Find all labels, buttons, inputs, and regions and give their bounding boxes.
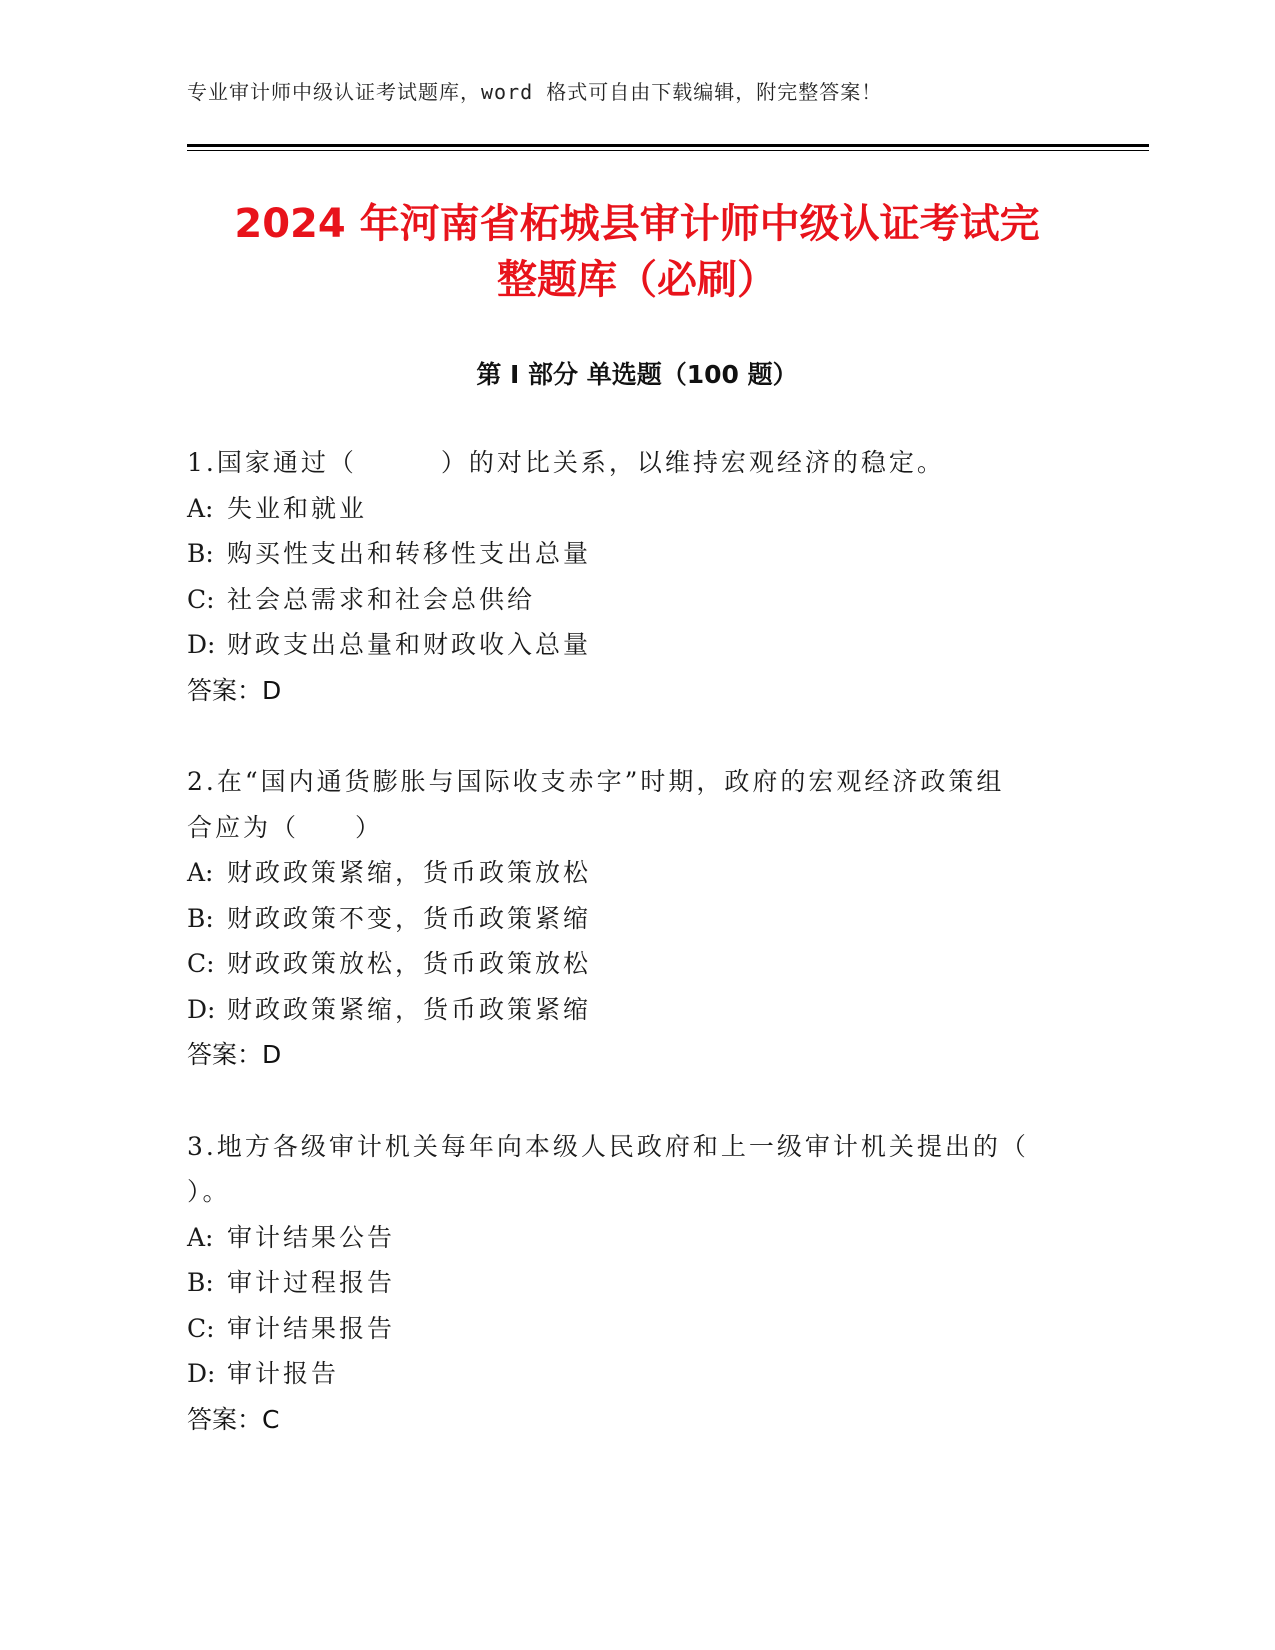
question-stem-line: 1.国家通过（ ）的对比关系，以维持宏观经济的稳定。 xyxy=(187,448,945,477)
option-a xyxy=(187,486,1067,532)
answer-line xyxy=(187,1032,1067,1078)
question-stem-line: ）。 xyxy=(187,1177,231,1206)
option-text: 购买性支出和转移性支出总量 xyxy=(227,539,592,568)
option-text: 失业和就业 xyxy=(227,493,368,523)
option-letter: D: xyxy=(187,1359,216,1388)
option-text: 审计结果公告 xyxy=(227,1222,396,1252)
option-b xyxy=(187,896,1067,942)
question-list xyxy=(187,440,1067,1488)
option-letter: B: xyxy=(187,903,214,933)
option-text: 财政政策紧缩，货币政策放松 xyxy=(227,858,592,887)
option-letter: C: xyxy=(187,949,215,978)
option-letter: C: xyxy=(187,584,215,614)
answer-value: D xyxy=(262,675,282,705)
document-title-line-1: 2024 年河南省柘城县审计师中级认证考试完 xyxy=(234,201,1040,247)
section-heading: 第 I 部分 单选题（100 题） xyxy=(476,360,798,389)
answer-line xyxy=(187,1397,1067,1443)
option-letter: D: xyxy=(187,630,216,659)
answer-value: C xyxy=(262,1404,280,1434)
option-text: 财政支出总量和财政收入总量 xyxy=(227,630,592,659)
question-stem-line: 3.地方各级审计机关每年向本级人民政府和上一级审计机关提出的（ xyxy=(187,1131,1029,1161)
option-letter: A: xyxy=(187,858,214,887)
option-d xyxy=(187,987,1067,1033)
option-text: 财政政策放松，货币政策放松 xyxy=(227,949,592,978)
answer-prefix: 答案： xyxy=(187,1404,263,1434)
answer-prefix: 答案： xyxy=(187,675,263,705)
option-letter: C: xyxy=(187,1313,215,1343)
option-letter: A: xyxy=(187,1222,214,1252)
question-stem-line: 2.在“国内通货膨胀与国际收支赤字”时期，政府的宏观经济政策组 xyxy=(187,767,1005,796)
option-text: 审计报告 xyxy=(227,1359,340,1388)
option-text: 财政政策紧缩，货币政策紧缩 xyxy=(227,994,592,1024)
option-letter: B: xyxy=(187,1268,214,1297)
answer-line xyxy=(187,668,1067,714)
option-letter: A: xyxy=(187,493,214,523)
header-divider-thick xyxy=(187,144,1149,147)
option-c xyxy=(187,941,1067,987)
option-d xyxy=(187,622,1067,668)
question-1 xyxy=(187,440,1067,713)
question-stem-line: 合应为（ ） xyxy=(187,812,384,842)
question-2 xyxy=(187,759,1067,1078)
option-text: 财政政策不变，货币政策紧缩 xyxy=(227,903,592,933)
document-title-line-2: 整题库（必刷） xyxy=(497,257,777,303)
option-letter: D: xyxy=(187,994,216,1024)
option-text: 社会总需求和社会总供给 xyxy=(227,584,536,614)
option-c xyxy=(187,577,1067,623)
option-b xyxy=(187,531,1067,577)
answer-value: D xyxy=(262,1040,282,1069)
question-3 xyxy=(187,1124,1067,1443)
answer-prefix: 答案： xyxy=(187,1040,263,1069)
option-letter: B: xyxy=(187,539,214,568)
header-note: 专业审计师中级认证考试题库，word 格式可自由下载编辑，附完整答案！ xyxy=(187,80,883,104)
option-text: 审计过程报告 xyxy=(227,1268,396,1297)
option-c xyxy=(187,1306,1067,1352)
option-a xyxy=(187,1215,1067,1261)
option-a xyxy=(187,850,1067,896)
option-d xyxy=(187,1351,1067,1397)
option-text: 审计结果报告 xyxy=(227,1313,396,1343)
document-title xyxy=(187,196,1087,308)
option-b xyxy=(187,1260,1067,1306)
header-divider-thin xyxy=(187,150,1149,151)
